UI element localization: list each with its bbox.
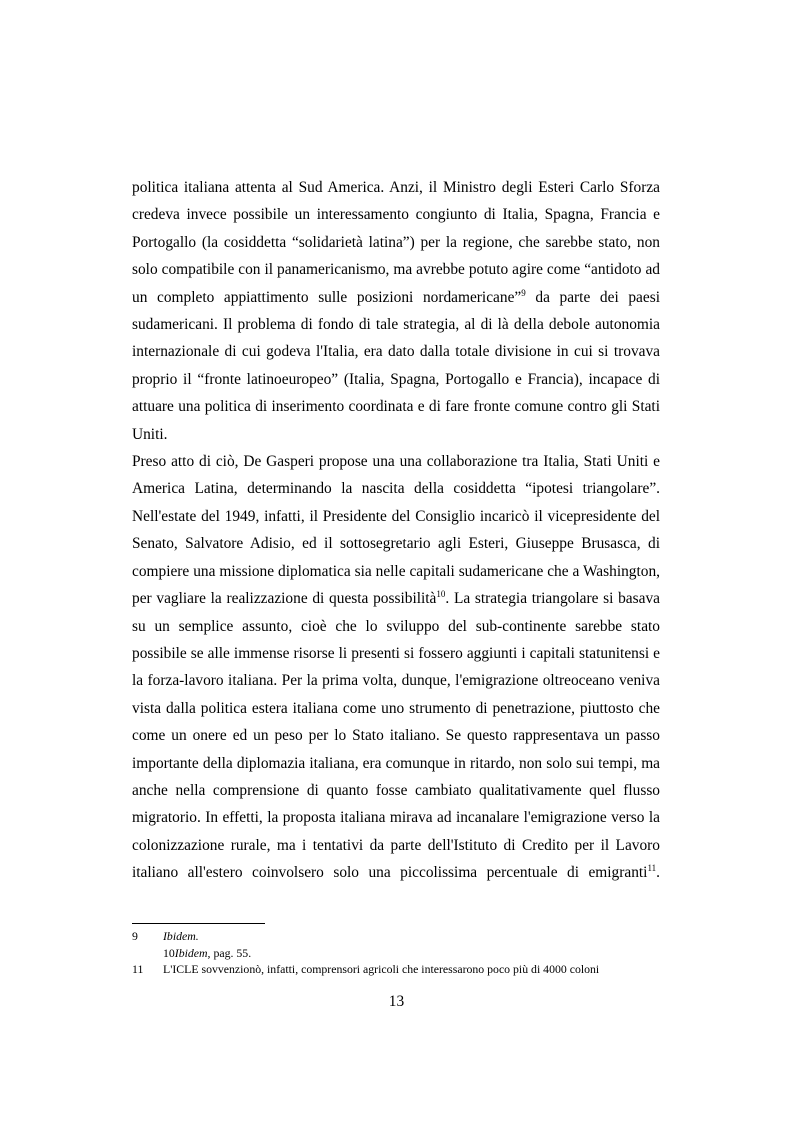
body-text — [132, 174, 660, 887]
footnote-ref-11[interactable]: 11 — [647, 863, 657, 874]
text-run: Preso atto di ciò, De Gasperi propose una una collaborazione tra Italia, Stati Uniti e America Latina, determinando la nascita della cosiddetta “ipotesi triangolare”. Nell'estate del 1949, infatti, il Presidente del Consiglio incaricò il vicepresidente del Senato, Salvatore Adisio, ed il sottosegretario agli Esteri, Giuseppe Brusasca, di compiere una missione diplomatica sia nelle capitali sudamericane che a Washington, per vagliare la realizzazione di questa possibilità — [132, 453, 660, 608]
page-number: 13 — [388, 993, 405, 1010]
footnote-number: 10 — [163, 945, 175, 960]
footnote-number: 9 — [132, 929, 138, 943]
footnote-ref-10[interactable]: 10 — [436, 588, 446, 599]
footnote-text: L'ICLE sovvenzionò, infatti, comprensori agricoli che interessarono poco più di 4000 coloni — [163, 962, 600, 976]
footnote-separator — [132, 923, 265, 924]
footnote-ref-9[interactable]: 9 — [521, 287, 526, 298]
text-run: politica italiana attenta al Sud America. Anzi, il Ministro degli Esteri Carlo Sforza credeva invece possibile un interessamento congiunto di Italia, Spagna, Francia e Portogallo (la cosiddetta “solidarietà latina”) per la regione, che sarebbe stato, non solo compatibile con il panamericanismo, ma avrebbe potuto agire come “antidoto ad un completo appiattimento sulle posizioni nordamericane” — [132, 179, 660, 306]
footnotes — [132, 928, 672, 978]
footnote-text: Ibidem. — [163, 929, 199, 943]
paragraph-1 — [132, 174, 660, 448]
footnote-11 — [132, 961, 672, 978]
text-run: da parte dei paesi sudamericani. Il problema di fondo di tale strategia, al di là della debole autonomia internazionale di cui godeva l'Italia, era dato dalla totale divisione in cui si trovava proprio il “fronte latinoeuropeo” (Italia, Spagna, Portogallo e Francia), incapace di attuare una politica di inserimento coordinata e di fare fronte comune contro gli Stati Uniti. — [132, 288, 660, 443]
footnote-10 — [132, 945, 672, 962]
text-run: . La strategia triangolare si basava su un semplice assunto, cioè che lo sviluppo del sub-continente sarebbe stato possibile se alle immense risorse li presenti si fossero aggiunti i capitali statunitensi e la forza-lavoro italiana. Per la prima volta, dunque, l'emigrazione oltreoceano veniva vista dalla politica estera italiana come uno strumento di penetrazione, piuttosto che come un onere ed un peso per lo Stato italiano. Se questo rappresentava un passo importante della diplomazia italiana, era comunque in ritardo, non solo sui tempi, ma anche nella comprensione di quanto fosse cambiato qualitativamente quel flusso migratorio. In effetti, la proposta italiana mirava ad incanalare l'emigrazione verso la colonizzazione rurale, ma i tentativi da parte dell'Istituto di Credito per il Lavoro italiano all'estero coinvolsero solo una piccolissima percentuale di emigranti — [132, 590, 660, 882]
footnote-9 — [132, 928, 672, 945]
footnote-number: 11 — [132, 962, 144, 976]
paragraph-2 — [132, 448, 660, 887]
footnote-text: Ibidem, — [174, 945, 211, 960]
footnote-text: pag. 55. — [210, 945, 252, 960]
text-run: . — [656, 864, 660, 882]
